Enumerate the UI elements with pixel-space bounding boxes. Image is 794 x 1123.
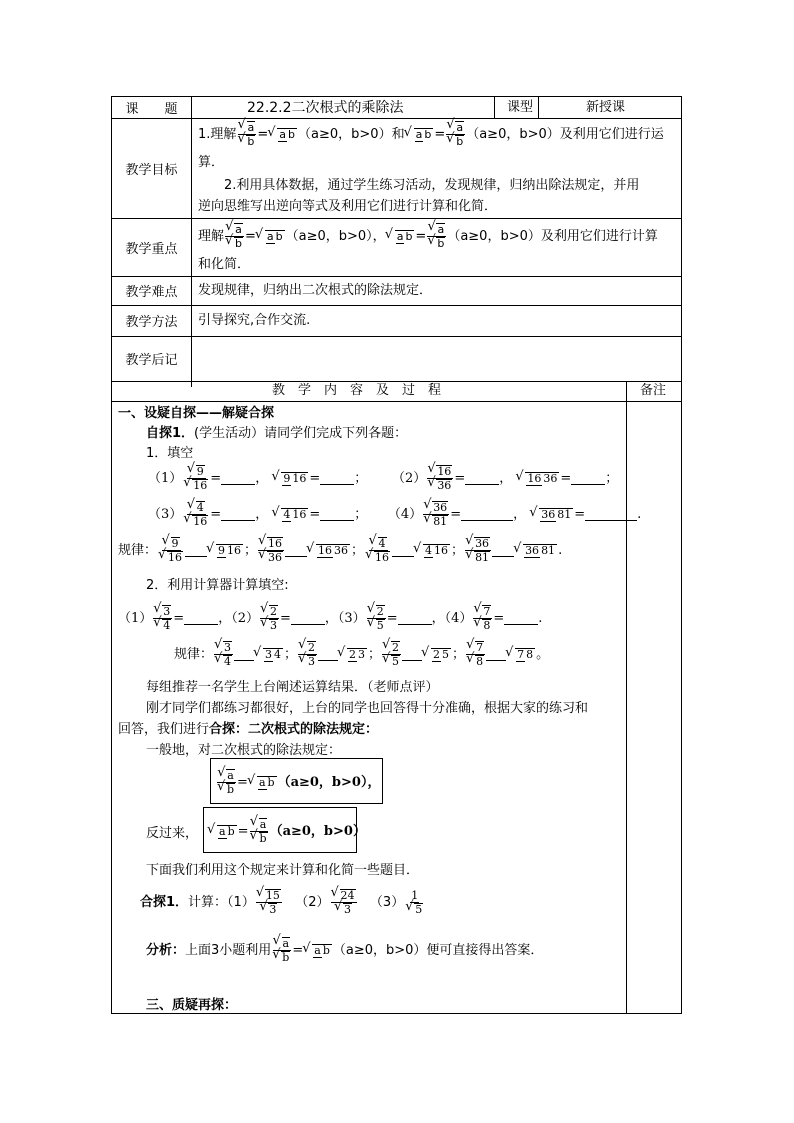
rule-row-1: 规律： √ 9 √ 16 √ 9 16 ； √ 16 √ 36 √ 16 36 ； √ 4 √ 16 √ 4 16 ； √ 36 √ 81 √ 36 81 .	[118, 537, 562, 564]
column-divider	[494, 97, 495, 118]
next-text: 下面我们利用这个规定来计算和化简一些题目．	[146, 863, 420, 878]
objectives-line1: 1.理解 √ a √ b =√ a b （a≥0，b>0）和√ a b = √ a √ b （a≥0，b>0）及利用它们进行运	[198, 121, 664, 148]
lesson-title: 22.2.2二次根式的乘除法	[247, 100, 404, 116]
method-label: 教学方法	[125, 315, 178, 330]
content-body-top	[112, 401, 681, 402]
analysis: 分析：上面3小题利用 √ a √ b =√ a b （a≥0，b>0）便可直接得出答案．	[146, 937, 543, 964]
key-points-line1: 理解 √ a √ b =√ a b （a≥0，b>0），√ a b = √ a √ b （a≥0，b>0）及利用它们进行计算	[198, 223, 658, 250]
exercise-row-1: （1） √ 9 √ 16 = ， √ 9 16 = ； （2） √ 16 √ 36 = ， √ 16 36 = ；	[148, 465, 618, 492]
content-header-title: 教 学 内 容 及 过 程	[272, 383, 442, 398]
key-points-line2: 和化简．	[198, 257, 251, 272]
section-1-heading: 一、设疑自探——解疑合探	[118, 406, 275, 421]
paragraph-line1: 刚才同学们都练习都很好，上台的同学也回答得十分准确，根据大家的练习和	[146, 701, 589, 716]
exercise-row-2: （3） √ 4 √ 16 = ， √ 4 16 = ； （4） √ 36 √ 81 = ， √ 36 81 = .	[148, 501, 641, 528]
reverse-label: 反过来，	[146, 826, 199, 841]
lesson-plan-table	[111, 96, 682, 1014]
column-divider	[538, 97, 539, 118]
topic-label: 课 题	[125, 102, 178, 117]
type-label: 课型	[507, 100, 534, 115]
objectives-line3: 2.利用具体数据，通过学生练习活动，发现规律，归纳出除法规定，并用	[224, 178, 640, 193]
fill-heading: 1．填空	[146, 446, 194, 461]
calc-heading: 2．利用计算器计算填空:	[146, 578, 289, 593]
division-rule-formula: √ a √ b =√ a b （a≥0，b>0），	[216, 769, 380, 796]
key-points-label: 教学重点	[125, 241, 178, 257]
reverse-rule-formula: √ a b = √ a √ b （a≥0，b>0）	[208, 818, 366, 845]
hetan-1: 合探1．计算：（1） √ 15 √ 3 （2） √ 24 √ 3 （3） 1 √ 5	[140, 889, 425, 916]
notes-row	[112, 336, 681, 381]
objectives-line4: 逆向思维写出逆向等式及利用它们进行计算和化简．	[198, 199, 498, 214]
type-value: 新授课	[586, 100, 626, 115]
zitan-1: 自探1．(学生活动）请同学们完成下列各题：	[146, 426, 408, 441]
objectives-line2: 算．	[198, 155, 225, 170]
section-3-heading: 三、质疑再探：	[146, 998, 238, 1013]
objectives-label: 教学目标	[125, 162, 178, 178]
difficulty-text: 发现规律，归纳出二次根式的除法规定．	[198, 283, 433, 298]
difficulty-label: 教学难点	[125, 285, 178, 300]
remark-label: 备注	[640, 383, 667, 398]
general-rule-text: 一般地，对二次根式的除法规定：	[146, 743, 342, 758]
notes-label: 教学后记	[125, 353, 178, 368]
remark-divider	[626, 381, 627, 1014]
paragraph-line2: 回答，我们进行合探：二次根式的除法规定：	[118, 722, 379, 737]
each-group-text: 每组推荐一名学生上台阐述运算结果．（老师点评）	[146, 680, 439, 695]
rule-row-2: 规律： √ 3 √ 4 √ 3 4 ； √ 2 √ 3 √ 2 3 ； √ 2 √ 5 √ 2 5 ； √ 7 √ 8 √ 7 8 。	[174, 641, 549, 668]
calc-row: （1） √ 3 √ 4 = ，（2） √ 2 √ 3 = ，（3） √ 2 √ 5 = ，（4） √ 7 √ 8 = .	[118, 605, 542, 632]
method-text: 引导探究,合作交流.	[198, 313, 311, 328]
